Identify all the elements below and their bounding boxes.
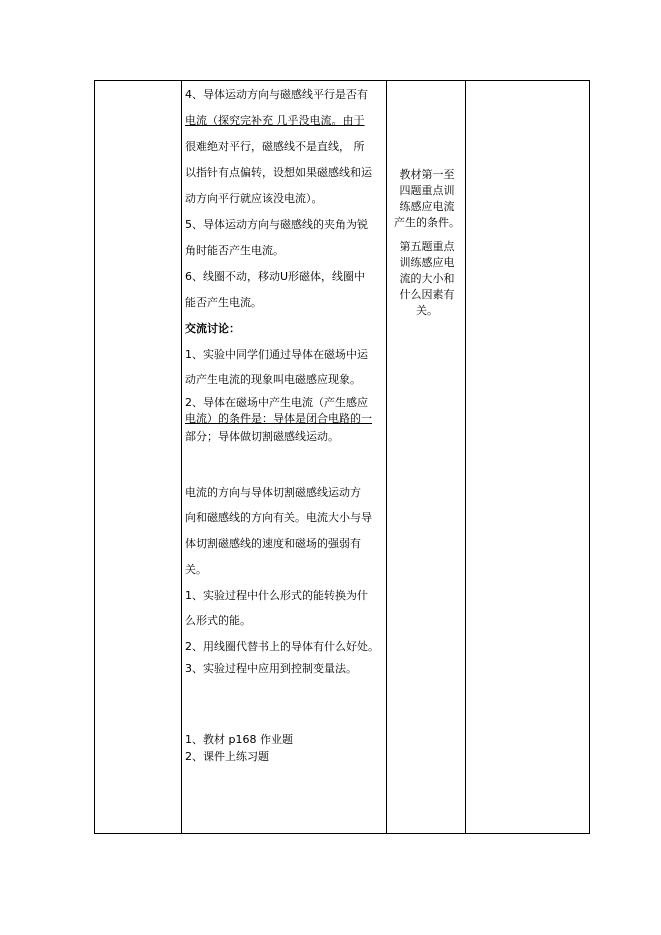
main-line-20: 1、实验过程中什么形式的能转换为什 <box>185 589 368 602</box>
note-line-7: 流的大小和 <box>399 272 455 285</box>
main-line-2: 电流（探究完补充 几乎没电流。由于 <box>185 114 365 127</box>
note-line-5: 第五题重点 <box>399 240 455 253</box>
main-line-1: 4、导体运动方向与磁感线平行是否有 <box>185 88 368 101</box>
main-line-4: 以指针有点偏转，设想如果磁感线和运 <box>185 166 372 179</box>
main-line-15: 部分；导体做切割磁感线运动。 <box>185 430 339 443</box>
main-line-8: 6、线圈不动，移动U形磁体，线圈中 <box>185 270 366 283</box>
main-line-9: 能否产生电流。 <box>185 296 262 309</box>
note-line-1: 教材第一至 <box>399 168 455 181</box>
homework-line-2: 2、课件上练习题 <box>185 750 269 763</box>
lesson-table <box>94 80 590 834</box>
main-line-14: 电流）的条件是：导体是闭合电路的一 <box>185 412 372 425</box>
column-divider-3 <box>465 81 466 833</box>
note-line-2: 四题重点训 <box>399 184 455 197</box>
discussion-heading: 交流讨论： <box>185 322 240 335</box>
main-line-13: 2、导体在磁场中产生电流（产生感应 <box>185 396 368 409</box>
main-line-12: 动产生电流的现象叫电磁感应现象。 <box>185 373 361 386</box>
homework-line-1: 1、教材 p168 作业题 <box>185 733 293 746</box>
main-line-17: 向和磁感线的方向有关。电流大小与导 <box>185 511 372 524</box>
column-divider-2 <box>386 81 387 833</box>
main-line-22: 2、用线圈代替书上的导体有什么好处。 <box>185 640 379 653</box>
column-divider-1 <box>181 81 182 833</box>
note-line-9: 关。 <box>416 304 438 317</box>
main-line-18: 体切割磁感线的速度和磁场的强弱有 <box>185 537 361 550</box>
note-line-8: 什么因素有 <box>399 288 455 301</box>
main-line-7: 角时能否产生电流。 <box>185 244 284 257</box>
main-line-11: 1、实验中同学们通过导体在磁场中运 <box>185 348 368 361</box>
main-line-16: 电流的方向与导体切割磁感线运动方 <box>185 486 361 499</box>
main-line-3: 很难绝对平行，磁感线不是直线， 所 <box>185 140 365 153</box>
main-line-21: 么形式的能。 <box>185 614 251 627</box>
main-line-19: 关。 <box>185 563 207 576</box>
main-line-5: 动方向平行就应该没电流）。 <box>185 192 323 205</box>
note-line-6: 训练感应电 <box>399 256 455 269</box>
main-line-6: 5、导体运动方向与磁感线的夹角为锐 <box>185 218 368 231</box>
main-line-23: 3、实验过程中应用到控制变量法。 <box>185 662 357 675</box>
note-line-3: 练感应电流 <box>399 200 455 213</box>
note-line-4: 产生的条件。 <box>394 216 460 229</box>
